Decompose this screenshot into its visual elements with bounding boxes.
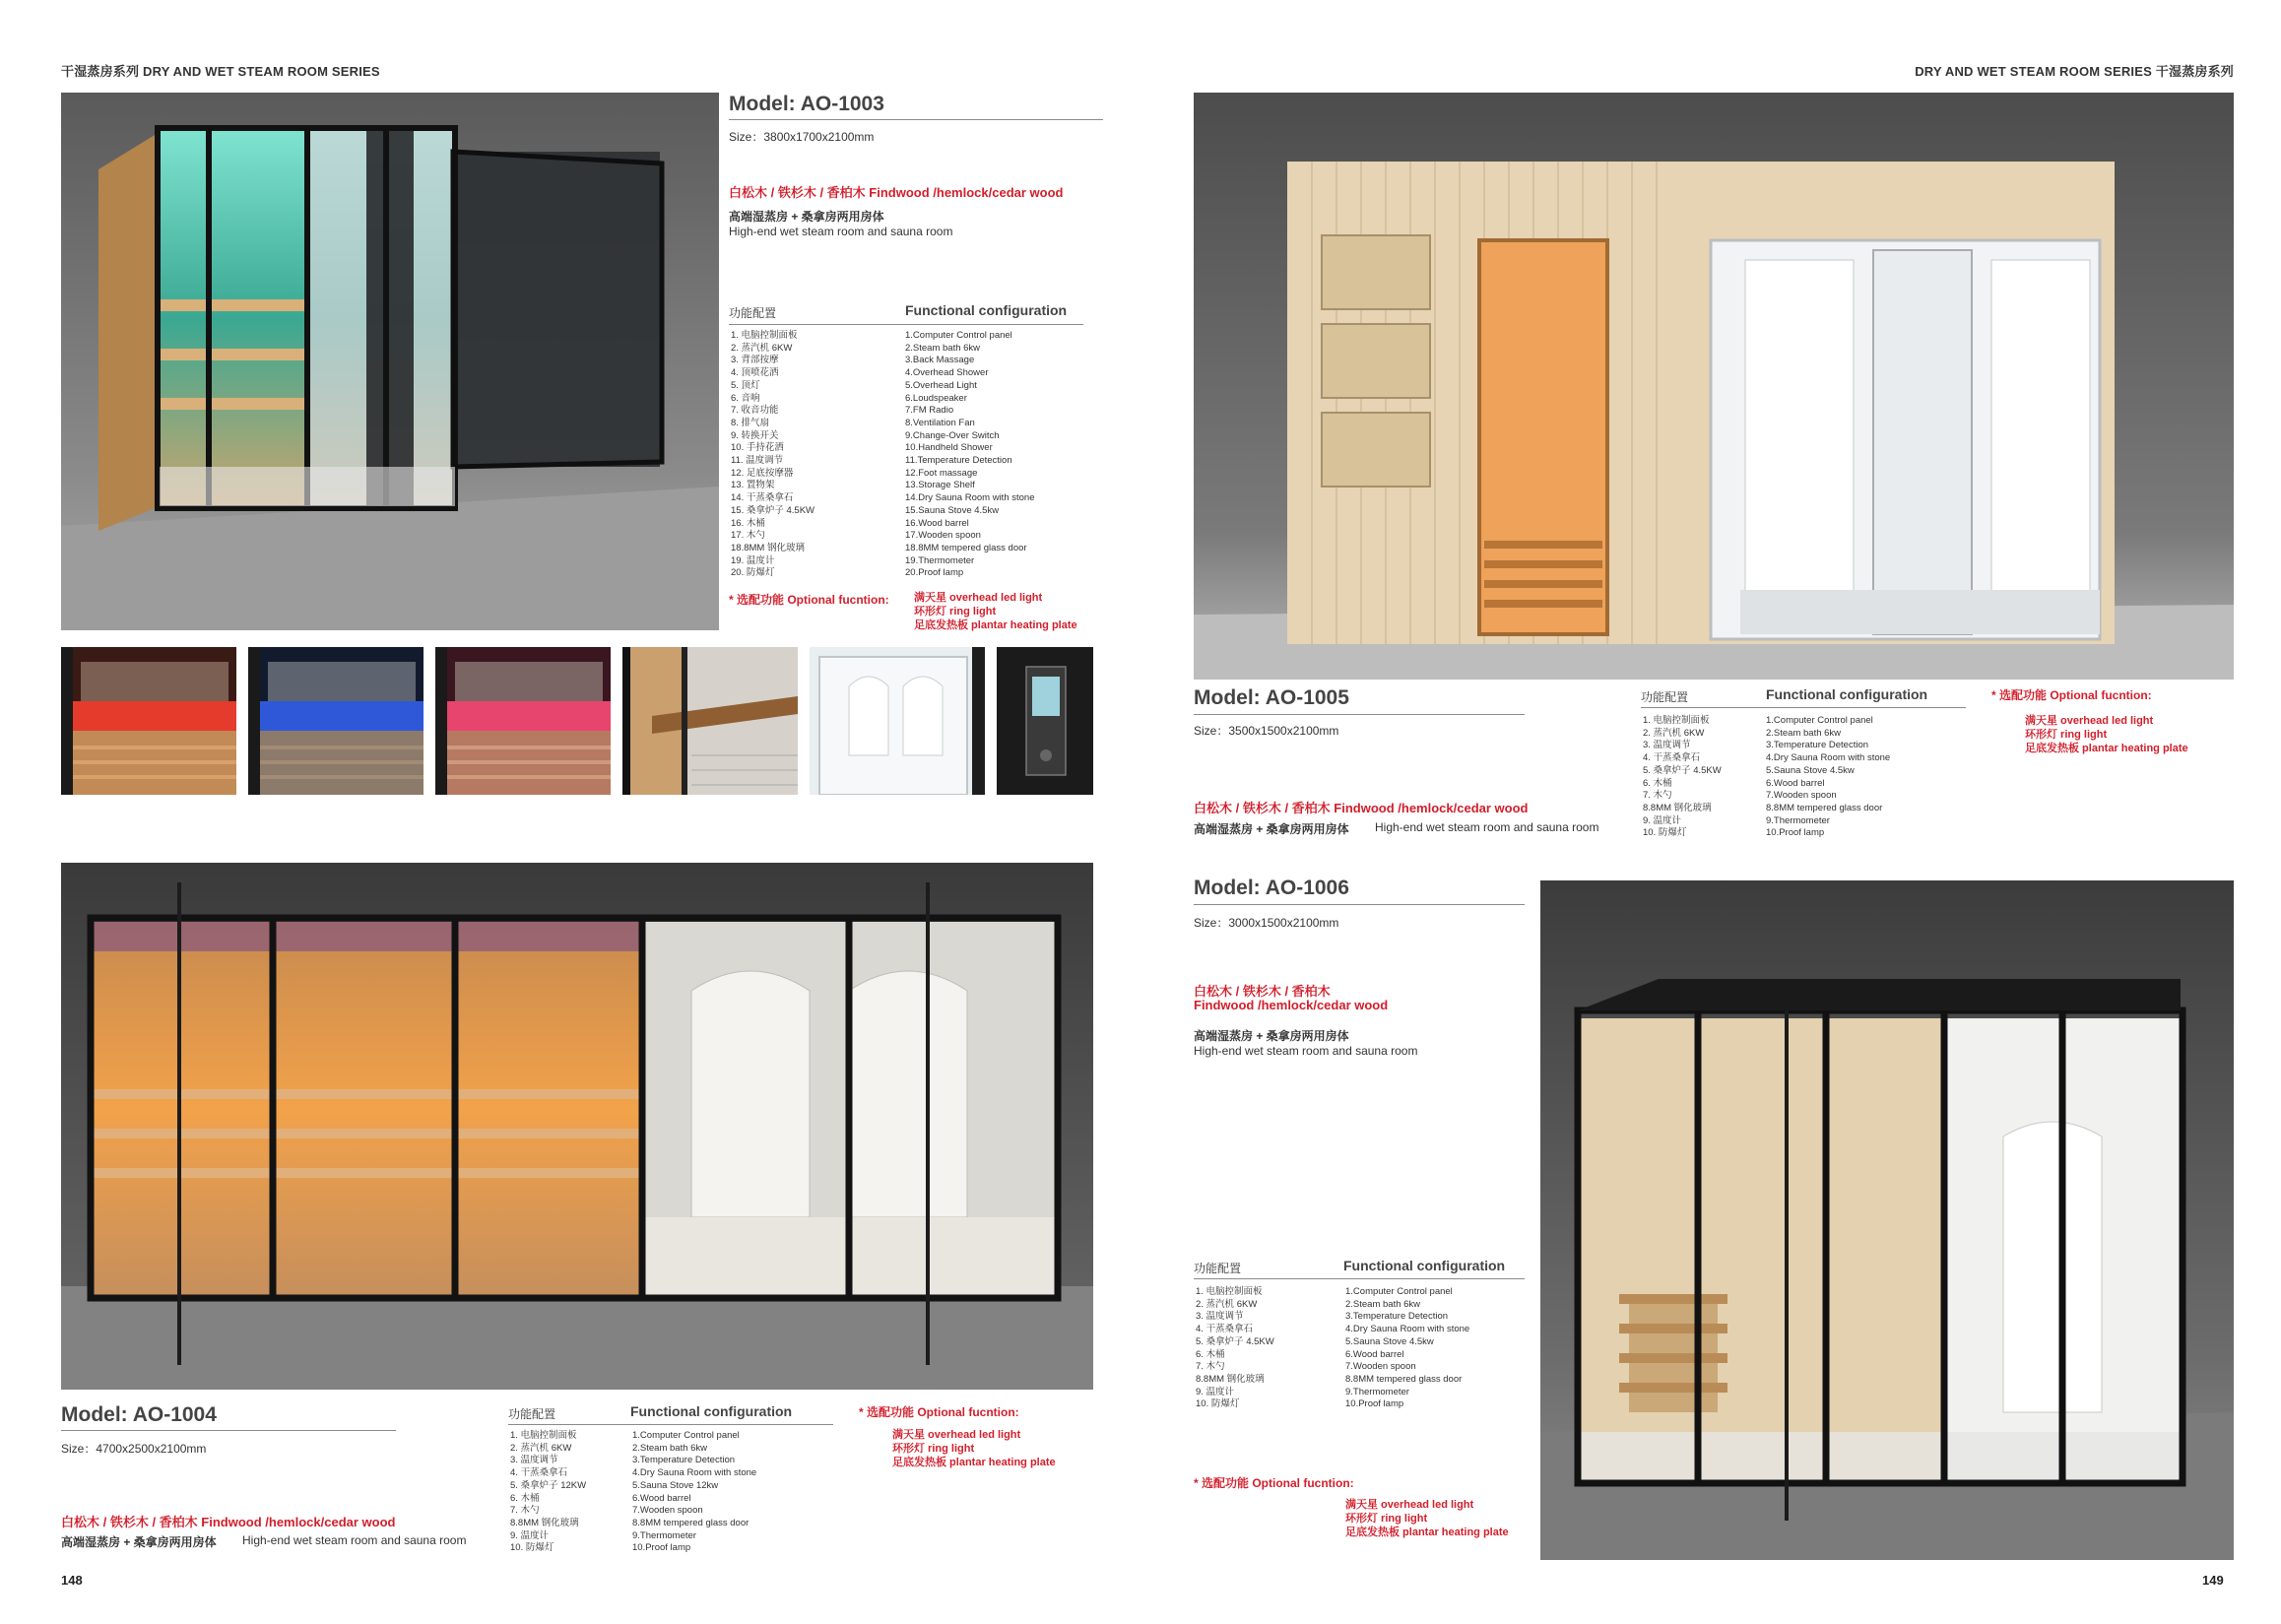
list-item: 8.8MM 钢化玻璃 (510, 1517, 579, 1528)
list-item: 6.Loudspeaker (905, 392, 967, 404)
ao1006-func-en-title: Functional configuration (1343, 1258, 1506, 1273)
list-item: 5. 桑拿炉子 12KW (510, 1479, 587, 1491)
list-item: 18.8MM tempered glass door (905, 542, 1027, 553)
list-item: 7. 木勺 (510, 1505, 540, 1517)
list-item: 4.Overhead Shower (905, 367, 989, 379)
ao1006-main-photo (1540, 880, 2234, 1560)
list-item: 9. 温度计 (510, 1529, 550, 1541)
ao1003-thumb-control-panel (997, 647, 1093, 795)
list-item: 9.Thermometer (1766, 814, 1830, 826)
ao1004-optional-title: * 选配功能 Optional fucntion: (859, 1405, 1019, 1419)
list-item: 15.Sauna Stove 4.5kw (905, 504, 1000, 516)
right-page-number: 149 (2202, 1573, 2224, 1588)
list-item: 19.Thermometer (905, 554, 975, 566)
list-item: 环形灯 ring light (1345, 1513, 1428, 1525)
ao1006-size: Size：3000x1500x2100mm (1194, 916, 1339, 930)
list-item: 16. 木桶 (731, 517, 765, 529)
list-item: 12. 足底按摩器 (731, 467, 794, 479)
ao1006-model-title: Model: AO-1006 (1194, 877, 1349, 899)
ao1003-func-en-list (905, 330, 1034, 580)
list-item: 1. 电脑控制面板 (1196, 1286, 1263, 1297)
list-item: 10. 防爆灯 (1643, 827, 1687, 839)
list-item: 4. 顶喷花洒 (731, 367, 779, 379)
list-item: 4.Dry Sauna Room with stone (1345, 1324, 1470, 1335)
list-item: 2.Steam bath 6kw (632, 1442, 708, 1454)
list-item: 环形灯 ring light (914, 606, 997, 617)
list-item: 满天星 overhead led light (2025, 715, 2154, 727)
list-item: 1.Computer Control panel (1766, 715, 1873, 726)
list-item: 3.Temperature Detection (632, 1455, 736, 1466)
list-item: 10.Proof lamp (1345, 1398, 1404, 1410)
ao1003-func-cn-title: 功能配置 (729, 306, 777, 320)
ao1003-optional-list (914, 591, 1077, 632)
list-item: 10. 防爆灯 (1196, 1398, 1240, 1410)
ao1005-func-cn-list (1643, 715, 1722, 840)
list-item: 17. 木勺 (731, 530, 765, 542)
list-item: 7.FM Radio (905, 405, 954, 417)
list-item: 满天星 overhead led light (914, 592, 1043, 604)
list-item: 环形灯 ring light (2025, 729, 2108, 741)
list-item: 1. 电脑控制面板 (731, 330, 798, 341)
list-item: 4. 干蒸桑拿石 (1643, 752, 1701, 764)
left-series-header: 干湿蒸房系列 DRY AND WET STEAM ROOM SERIES (61, 64, 380, 79)
ao1006-desc-en: High-end wet steam room and sauna room (1194, 1044, 1418, 1058)
list-item: 10. 防爆灯 (510, 1542, 554, 1554)
ao1004-title-rule (61, 1430, 396, 1431)
list-item: 8.8MM tempered glass door (1345, 1373, 1463, 1385)
ao1003-desc-cn: 高端湿蒸房 + 桑拿房两用房体 (729, 210, 884, 224)
ao1003-wood: 白松木 / 铁杉木 / 香柏木 Findwood /hemlock/cedar wood (729, 185, 1064, 200)
ao1006-desc-cn: 高端湿蒸房 + 桑拿房两用房体 (1194, 1029, 1349, 1043)
ao1004-desc-cn: 高端湿蒸房 + 桑拿房两用房体 (61, 1535, 217, 1549)
list-item: 15. 桑拿炉子 4.5KW (731, 504, 815, 516)
ao1005-main-photo (1194, 93, 2234, 680)
list-item: 3.Temperature Detection (1345, 1311, 1449, 1323)
list-item: 4. 干蒸桑拿石 (1196, 1324, 1254, 1335)
ao1005-wood: 白松木 / 铁杉木 / 香柏木 Findwood /hemlock/cedar wood (1194, 801, 1529, 815)
list-item: 9.Change-Over Switch (905, 429, 1000, 441)
list-item: 9.Thermometer (632, 1529, 696, 1541)
list-item: 3. 温度调节 (1196, 1311, 1244, 1323)
ao1004-func-en-title: Functional configuration (630, 1403, 793, 1419)
ao1005-desc-en: High-end wet steam room and sauna room (1375, 820, 1599, 834)
ao1006-optional-title: * 选配功能 Optional fucntion: (1194, 1476, 1354, 1490)
ao1004-optional-list (892, 1428, 1056, 1469)
ao1005-func-en-title: Functional configuration (1766, 686, 1928, 702)
list-item: 7. 木勺 (1643, 790, 1672, 802)
ao1004-main-photo (61, 863, 1093, 1390)
list-item: 10. 手持花洒 (731, 442, 784, 454)
ao1003-func-cn-list (731, 330, 815, 580)
list-item: 10.Handheld Shower (905, 442, 993, 454)
list-item: 足底发热板 plantar heating plate (914, 619, 1077, 631)
ao1005-size: Size：3500x1500x2100mm (1194, 724, 1339, 738)
ao1003-model-title: Model: AO-1003 (729, 93, 884, 115)
ao1006-wood-en: Findwood /hemlock/cedar wood (1194, 998, 1389, 1012)
list-item: 满天星 overhead led light (892, 1429, 1021, 1441)
ao1003-thumb-bench-detail (622, 647, 798, 795)
list-item: 2.Steam bath 6kw (905, 342, 981, 354)
list-item: 1. 电脑控制面板 (510, 1430, 577, 1441)
ao1004-desc-en: High-end wet steam room and sauna room (242, 1533, 467, 1547)
ao1004-func-cn-list (510, 1430, 586, 1555)
ao1003-func-rule (729, 324, 1083, 325)
list-item: 5.Overhead Light (905, 379, 977, 391)
list-item: 14. 干蒸桑拿石 (731, 492, 794, 504)
list-item: 6. 木桶 (510, 1492, 540, 1504)
list-item: 2. 蒸汽机 6KW (510, 1442, 572, 1454)
list-item: 2. 蒸汽机 6KW (1643, 727, 1705, 739)
list-item: 2.Steam bath 6kw (1766, 727, 1842, 739)
list-item: 20.Proof lamp (905, 567, 964, 579)
ao1004-size: Size：4700x2500x2100mm (61, 1442, 207, 1456)
ao1003-size: Size：3800x1700x2100mm (729, 130, 875, 144)
list-item: 4.Dry Sauna Room with stone (632, 1467, 757, 1479)
ao1004-model-title: Model: AO-1004 (61, 1403, 217, 1426)
list-item: 6.Wood barrel (632, 1492, 691, 1504)
list-item: 1.Computer Control panel (1345, 1286, 1453, 1297)
list-item: 1. 电脑控制面板 (1643, 715, 1710, 726)
list-item: 8.8MM 钢化玻璃 (1643, 802, 1712, 813)
list-item: 3. 温度调节 (1643, 740, 1691, 751)
ao1006-func-cn-title: 功能配置 (1194, 1262, 1242, 1275)
list-item: 4.Dry Sauna Room with stone (1766, 752, 1891, 764)
left-page-number: 148 (61, 1573, 83, 1588)
list-item: 2. 蒸汽机 6KW (1196, 1298, 1258, 1310)
list-item: 3. 背部按摩 (731, 355, 779, 366)
list-item: 12.Foot massage (905, 467, 978, 479)
list-item: 9.Thermometer (1345, 1386, 1409, 1397)
list-item: 6. 木桶 (1196, 1348, 1225, 1360)
ao1004-func-rule (508, 1424, 833, 1425)
list-item: 9. 转换开关 (731, 429, 779, 441)
list-item: 5.Sauna Stove 4.5kw (1345, 1335, 1434, 1347)
list-item: 4. 干蒸桑拿石 (510, 1467, 568, 1479)
list-item: 5. 桑拿炉子 4.5KW (1643, 764, 1722, 776)
list-item: 8.8MM 钢化玻璃 (1196, 1373, 1265, 1385)
ao1003-func-en-title: Functional configuration (905, 302, 1068, 318)
list-item: 2.Steam bath 6kw (1345, 1298, 1421, 1310)
list-item: 满天星 overhead led light (1345, 1499, 1474, 1511)
ao1005-title-rule (1194, 714, 1525, 715)
ao1003-thumb-pink-light (435, 647, 611, 795)
ao1004-func-cn-title: 功能配置 (508, 1407, 556, 1421)
list-item: 11. 温度调节 (731, 455, 784, 467)
list-item: 1.Computer Control panel (905, 330, 1012, 341)
list-item: 3. 温度调节 (510, 1455, 558, 1466)
ao1003-main-photo (61, 93, 719, 630)
list-item: 7.Wooden spoon (1766, 790, 1837, 802)
list-item: 1.Computer Control panel (632, 1430, 740, 1441)
right-series-header: DRY AND WET STEAM ROOM SERIES 干湿蒸房系列 (1915, 64, 2234, 79)
list-item: 9. 温度计 (1196, 1386, 1235, 1397)
list-item: 11.Temperature Detection (905, 455, 1012, 467)
list-item: 5.Sauna Stove 4.5kw (1766, 764, 1855, 776)
list-item: 8.8MM tempered glass door (632, 1517, 749, 1528)
ao1006-func-cn-list (1196, 1286, 1274, 1411)
list-item: 5. 顶灯 (731, 379, 760, 391)
list-item: 8. 排气扇 (731, 417, 770, 428)
ao1006-optional-list (1345, 1498, 1509, 1539)
ao1005-func-en-list (1766, 715, 1890, 840)
list-item: 13.Storage Shelf (905, 480, 975, 491)
ao1005-desc-cn: 高端湿蒸房 + 桑拿房两用房体 (1194, 822, 1349, 836)
list-item: 8.Ventilation Fan (905, 417, 975, 428)
list-item: 5. 桑拿炉子 4.5KW (1196, 1335, 1274, 1347)
ao1003-thumb-red-light (61, 647, 236, 795)
list-item: 8.8MM tempered glass door (1766, 802, 1883, 813)
list-item: 10.Proof lamp (1766, 827, 1825, 839)
ao1005-optional-list (2025, 714, 2188, 755)
list-item: 足底发热板 plantar heating plate (2025, 743, 2188, 754)
list-item: 7. 收音功能 (731, 405, 779, 417)
ao1005-func-rule (1641, 707, 1966, 708)
list-item: 7.Wooden spoon (632, 1505, 703, 1517)
list-item: 13. 置物架 (731, 480, 775, 491)
ao1003-thumb-steam-seats (810, 647, 985, 795)
ao1005-model-title: Model: AO-1005 (1194, 686, 1349, 709)
ao1004-func-en-list (632, 1430, 756, 1555)
ao1003-optional-title: * 选配功能 Optional fucntion: (729, 593, 889, 607)
list-item: 环形灯 ring light (892, 1443, 975, 1455)
list-item: 6. 木桶 (1643, 777, 1672, 789)
list-item: 20. 防爆灯 (731, 567, 775, 579)
ao1006-title-rule (1194, 904, 1525, 905)
list-item: 17.Wooden spoon (905, 530, 981, 542)
list-item: 足底发热板 plantar heating plate (892, 1457, 1056, 1468)
list-item: 5.Sauna Stove 12kw (632, 1479, 719, 1491)
ao1003-desc-en: High-end wet steam room and sauna room (729, 225, 953, 238)
list-item: 18.8MM 钢化玻璃 (731, 542, 805, 553)
list-item: 14.Dry Sauna Room with stone (905, 492, 1035, 504)
list-item: 7. 木勺 (1196, 1361, 1225, 1373)
list-item: 16.Wood barrel (905, 517, 969, 529)
list-item: 7.Wooden spoon (1345, 1361, 1416, 1373)
list-item: 3.Temperature Detection (1766, 740, 1869, 751)
ao1006-func-rule (1194, 1278, 1525, 1279)
list-item: 6.Wood barrel (1345, 1348, 1404, 1360)
list-item: 6.Wood barrel (1766, 777, 1825, 789)
list-item: 10.Proof lamp (632, 1542, 691, 1554)
ao1005-func-cn-title: 功能配置 (1641, 690, 1689, 704)
ao1003-title-rule (729, 119, 1103, 120)
list-item: 6. 音响 (731, 392, 760, 404)
ao1005-optional-title: * 选配功能 Optional fucntion: (1991, 688, 2152, 702)
ao1003-thumb-blue-light (248, 647, 424, 795)
ao1006-func-en-list (1345, 1286, 1469, 1411)
list-item: 9. 温度计 (1643, 814, 1682, 826)
ao1004-wood: 白松木 / 铁杉木 / 香柏木 Findwood /hemlock/cedar wood (61, 1515, 396, 1529)
list-item: 19. 温度计 (731, 554, 775, 566)
ao1006-wood-cn: 白松木 / 铁杉木 / 香柏木 (1194, 984, 1331, 999)
list-item: 3.Back Massage (905, 355, 975, 366)
list-item: 足底发热板 plantar heating plate (1345, 1527, 1509, 1538)
list-item: 2. 蒸汽机 6KW (731, 342, 793, 354)
